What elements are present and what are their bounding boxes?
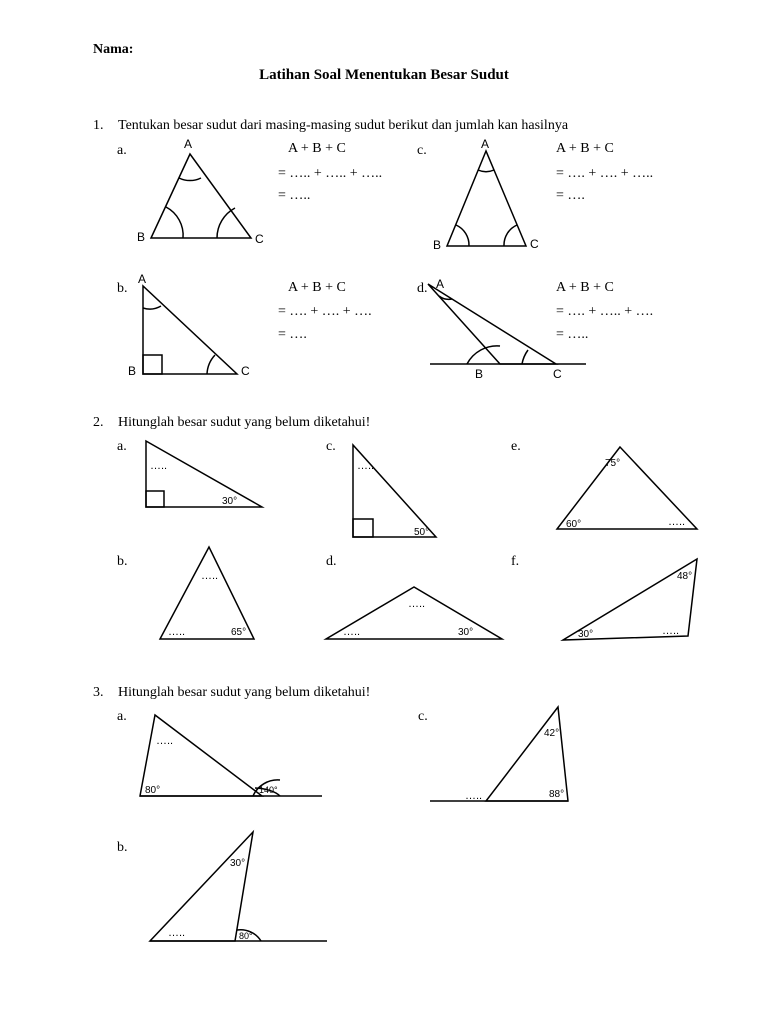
triangle-shape bbox=[150, 832, 253, 941]
q1-item-c-line2: = …. + …. + ….. bbox=[556, 166, 654, 181]
angle-value: 88° bbox=[549, 789, 565, 800]
triangle-shape bbox=[151, 154, 251, 238]
q2-item-c-letter: c. bbox=[326, 439, 336, 454]
angle-value: 42° bbox=[544, 728, 560, 739]
q1-item-a-line1: A + B + C bbox=[288, 141, 346, 156]
q3-item-b-letter: b. bbox=[117, 840, 128, 855]
angle-value: ….. bbox=[168, 626, 186, 638]
angle-value: 30° bbox=[230, 858, 246, 869]
q3-item-c-letter: c. bbox=[418, 709, 428, 724]
angle-value: 80° bbox=[145, 785, 161, 796]
angle-value: 48° bbox=[677, 571, 693, 582]
q2b-triangle bbox=[160, 547, 254, 639]
q1-item-b-line2: = …. + …. + …. bbox=[278, 304, 372, 319]
angle-arc bbox=[207, 355, 215, 374]
q1-item-d-letter: d. bbox=[417, 281, 428, 296]
q1-item-b-line1: A + B + C bbox=[288, 280, 346, 295]
vertex-label: B bbox=[475, 367, 484, 381]
vertex-label: A bbox=[184, 137, 193, 151]
name-label: Nama: bbox=[93, 42, 134, 57]
q1-item-c-line3: = …. bbox=[556, 188, 585, 203]
q1-item-a-line3: = ….. bbox=[278, 188, 311, 203]
q3a-triangle bbox=[140, 715, 322, 796]
angle-value: ….. bbox=[465, 790, 483, 802]
angle-value: ….. bbox=[662, 625, 680, 637]
triangle-shape bbox=[428, 284, 556, 364]
q1-item-d-line2: = …. + ….. + …. bbox=[556, 304, 654, 319]
q3b-triangle bbox=[150, 832, 327, 941]
angle-value: ….. bbox=[168, 927, 186, 939]
angle-value: ….. bbox=[150, 460, 168, 472]
vertex-label: A bbox=[138, 272, 147, 286]
vertex-label: C bbox=[241, 364, 250, 378]
q1-item-a-line2: = ….. + ….. + ….. bbox=[278, 166, 383, 181]
vertex-label: B bbox=[433, 238, 442, 252]
angle-value: 30° bbox=[222, 496, 238, 507]
q1-item-b-line3: = …. bbox=[278, 327, 307, 342]
angle-value: 75° bbox=[605, 458, 621, 469]
angle-arc bbox=[504, 225, 517, 246]
q1a-triangle bbox=[137, 137, 264, 246]
angle-value: ….. bbox=[201, 570, 219, 582]
q1-item-b-letter: b. bbox=[117, 281, 128, 296]
vertex-label: C bbox=[255, 232, 264, 246]
q3-instruction: Hitunglah besar sudut yang belum diketahui! bbox=[118, 685, 371, 700]
angle-value: ….. bbox=[156, 735, 174, 747]
q1-item-d-line1: A + B + C bbox=[556, 280, 614, 295]
vertex-label: A bbox=[481, 137, 490, 151]
triangle-shape bbox=[143, 286, 237, 374]
angle-value: ….. bbox=[408, 598, 426, 610]
triangle-shape bbox=[140, 715, 262, 796]
vertex-label: B bbox=[128, 364, 137, 378]
angle-value: ….. bbox=[343, 626, 361, 638]
angle-value: 30° bbox=[578, 629, 594, 640]
q2-instruction: Hitunglah besar sudut yang belum diketahui! bbox=[118, 415, 371, 430]
q2f-triangle bbox=[563, 559, 697, 640]
angle-arc bbox=[179, 178, 201, 181]
angle-value: 80° bbox=[239, 931, 253, 941]
angle-value: 65° bbox=[231, 627, 247, 638]
angle-value: 30° bbox=[458, 627, 474, 638]
angle-arc bbox=[166, 207, 183, 238]
angle-arc bbox=[143, 306, 161, 309]
angle-value: ….. bbox=[668, 516, 686, 528]
q1-item-c-line1: A + B + C bbox=[556, 141, 614, 156]
q1-instruction: Tentukan besar sudut dari masing-masing sudut berikut dan jumlah kan hasilnya bbox=[118, 118, 569, 133]
q2a-triangle bbox=[146, 441, 262, 507]
angle-value: 140° bbox=[259, 785, 278, 795]
q1-number: 1. bbox=[93, 118, 104, 133]
q3c-triangle bbox=[430, 707, 568, 802]
q3-number: 3. bbox=[93, 685, 104, 700]
q2-item-e-letter: e. bbox=[511, 439, 521, 454]
right-angle-mark bbox=[143, 355, 162, 374]
vertex-label: C bbox=[553, 367, 562, 381]
q2-number: 2. bbox=[93, 415, 104, 430]
vertex-label: A bbox=[436, 277, 445, 291]
q1d-triangle bbox=[428, 277, 589, 381]
q2e-triangle bbox=[557, 447, 697, 530]
angle-arc bbox=[456, 225, 469, 246]
triangle-shape bbox=[353, 445, 436, 537]
q1b-triangle bbox=[128, 272, 250, 378]
page-title: Latihan Soal Menentukan Besar Sudut bbox=[259, 67, 509, 83]
q2d-triangle bbox=[326, 587, 502, 639]
triangle-shape bbox=[486, 707, 568, 801]
right-angle-mark bbox=[353, 519, 373, 537]
angle-value: 60° bbox=[566, 519, 582, 530]
q2-item-d-letter: d. bbox=[326, 554, 337, 569]
angle-value: ….. bbox=[357, 460, 375, 472]
vertex-label: C bbox=[530, 237, 539, 251]
q1-item-d-line3: = ….. bbox=[556, 327, 589, 342]
triangle-shape bbox=[447, 151, 526, 246]
q1-item-a-letter: a. bbox=[117, 143, 127, 158]
q2-item-a-letter: a. bbox=[117, 439, 127, 454]
q1c-triangle bbox=[433, 137, 539, 252]
q1-item-c-letter: c. bbox=[417, 143, 427, 158]
angle-arc bbox=[522, 350, 528, 364]
angle-arc bbox=[478, 170, 494, 172]
angle-value: 50° bbox=[414, 527, 430, 538]
vertex-label: B bbox=[137, 230, 146, 244]
angle-arc bbox=[467, 346, 500, 364]
q2c-triangle bbox=[353, 445, 436, 538]
right-angle-mark bbox=[146, 491, 164, 507]
q2-item-f-letter: f. bbox=[511, 554, 520, 569]
q3-item-a-letter: a. bbox=[117, 709, 127, 724]
q2-item-b-letter: b. bbox=[117, 554, 128, 569]
